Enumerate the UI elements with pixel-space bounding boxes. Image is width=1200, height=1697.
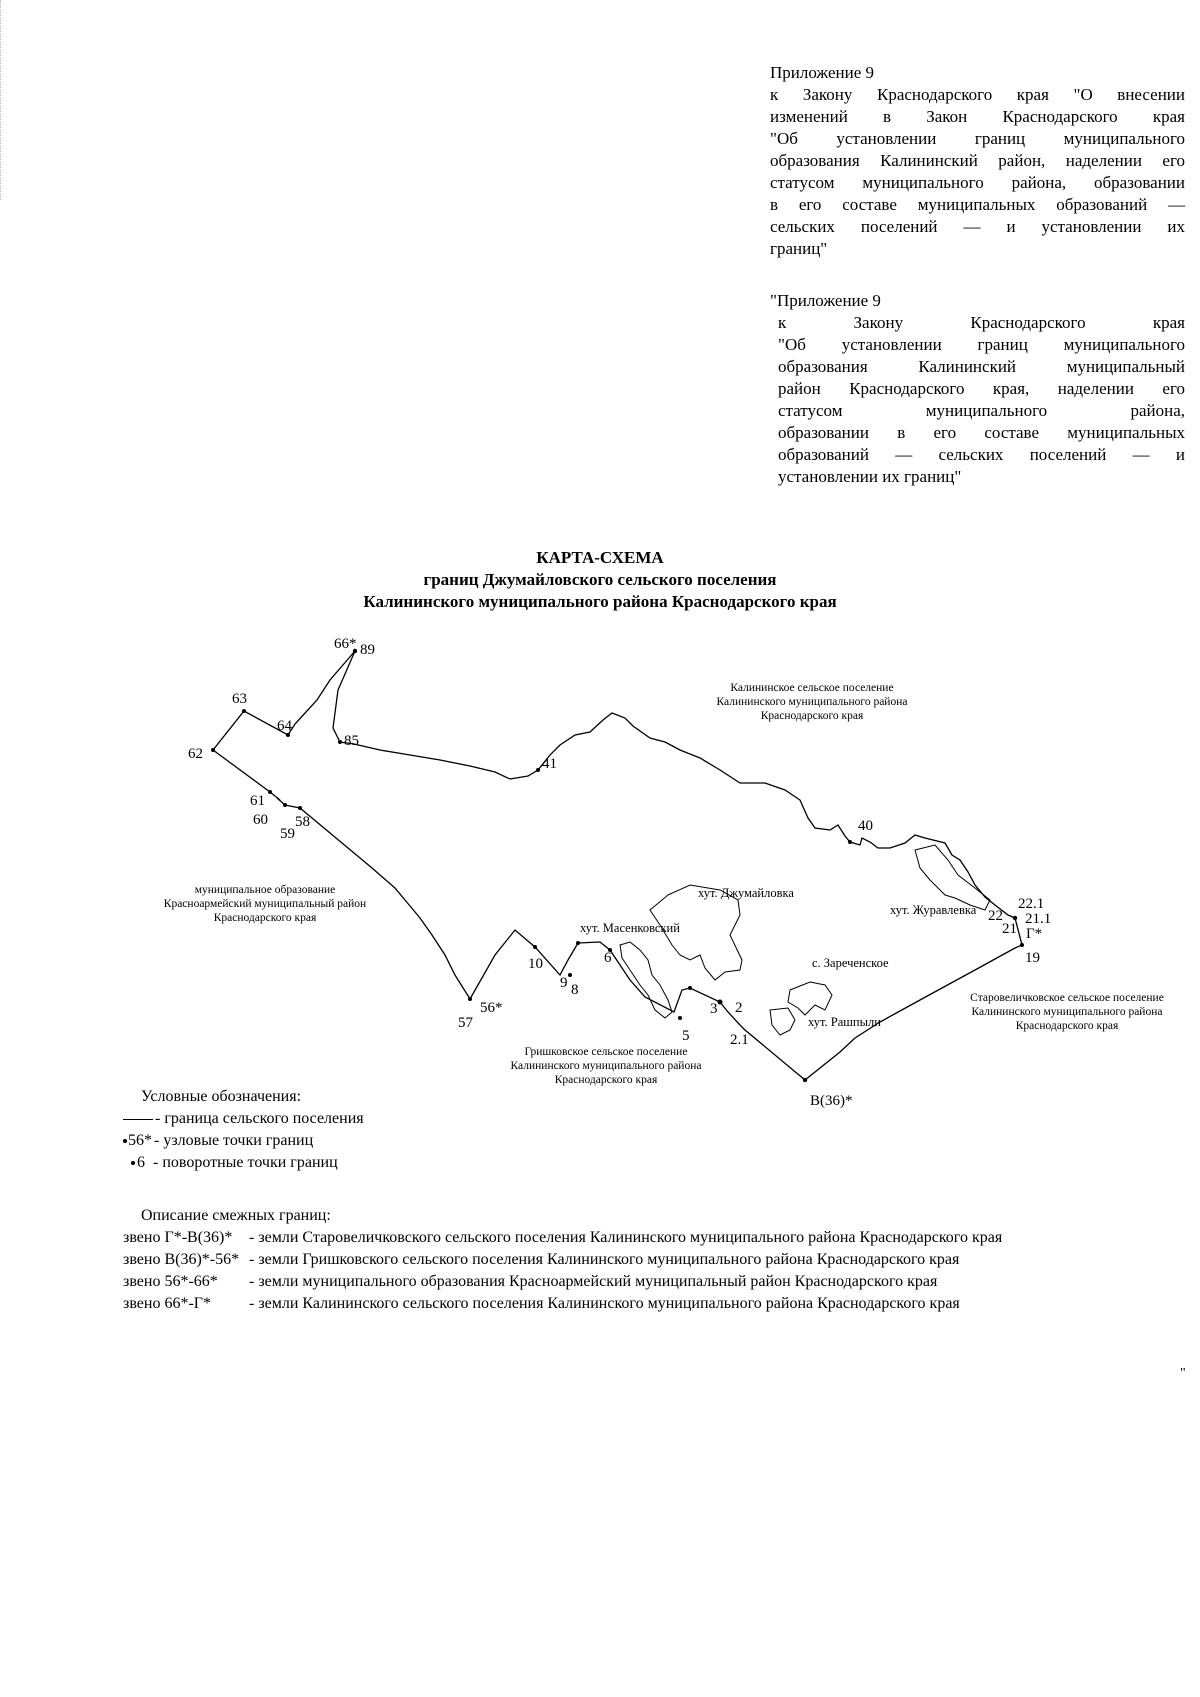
- point-label-85: 85: [344, 733, 359, 749]
- point-marker: [468, 997, 472, 1001]
- legend-line-label: - граница сельского поселения: [155, 1110, 364, 1127]
- neighbor-krasnoarmeisky-line1: муниципальное образование: [194, 884, 336, 896]
- appendix-header-line: границ": [770, 239, 828, 258]
- point-label-58: 58: [295, 814, 310, 830]
- description-row: [123, 1271, 1002, 1293]
- legend-turn-label: - поворотные точки границ: [153, 1154, 338, 1171]
- appendix-header-line: "Об установлении границ муниципального: [770, 129, 1185, 148]
- point-label-2-1: 2.1: [730, 1032, 749, 1048]
- point-marker: [568, 973, 572, 977]
- description-key: звено В(36)*-56*: [123, 1251, 240, 1268]
- appendix-inner-line: образований — сельских поселений — и: [778, 445, 1185, 464]
- appendix-inner-line: установлении их границ": [778, 467, 962, 486]
- description-key: звено 56*-66*: [123, 1273, 218, 1290]
- point-marker: [576, 941, 580, 945]
- point-labels: [188, 636, 1051, 1109]
- point-marker: [242, 709, 246, 713]
- point-marker: [283, 803, 287, 807]
- point-label-61: 61: [250, 793, 265, 809]
- settlement-boundary: [213, 651, 1022, 1080]
- point-marker: [536, 768, 540, 772]
- point-marker: [718, 1000, 723, 1005]
- neighbor-starovelichkovskoe-line1: Старовеличковское сельское поселение: [970, 992, 1164, 1004]
- boundary-description: [123, 1205, 1002, 1315]
- point-label-40: 40: [858, 818, 873, 834]
- description-row: [123, 1293, 1002, 1315]
- point-label-66: 66*: [334, 636, 357, 652]
- closing-quote-mark: ": [1180, 1366, 1186, 1381]
- description-key: звено 66*-Г*: [123, 1295, 212, 1312]
- neighbor-krasnoarmeisky-line3: Краснодарского края: [213, 912, 317, 924]
- point-marker: [688, 986, 692, 990]
- point-marker: [1020, 943, 1024, 947]
- point-marker: [533, 945, 537, 949]
- point-label-41: 41: [542, 756, 557, 772]
- point-label-19: 19: [1025, 950, 1040, 966]
- legend-node-point: 56*: [128, 1132, 152, 1149]
- point-label-89: 89: [360, 642, 375, 658]
- description-title: Описание смежных границ:: [141, 1207, 331, 1224]
- settlement-label-dzhumailovka: хут. Джумайловка: [698, 886, 794, 900]
- boundary-points: [211, 649, 1024, 1082]
- map-subtitle: границ Джумайловского сельского поселения: [423, 570, 777, 589]
- appendix-inner-line: "Об установлении границ муниципального: [778, 335, 1185, 354]
- point-label-59: 59: [280, 826, 295, 842]
- point-label-56: 56*: [480, 1000, 503, 1016]
- point-marker: [268, 790, 272, 794]
- appendix-header-line: к Закону Краснодарского края "О внесении: [770, 85, 1185, 104]
- neighbor-grishkovskoe-line1: Гришковское сельское поселение: [524, 1046, 688, 1058]
- settlement-zarechenskoe-shape: [788, 982, 832, 1015]
- legend-line-symbol: [123, 1119, 153, 1120]
- point-label-B36: В(36)*: [810, 1093, 853, 1109]
- neighbor-kalininskoe-line2: Калининского муниципального района: [716, 696, 908, 708]
- point-marker: [1013, 916, 1017, 920]
- point-marker: [211, 748, 215, 752]
- point-marker: [803, 1078, 807, 1082]
- settlement-labels: [580, 886, 977, 1029]
- neighbor-starovelichkovskoe-line2: Калининского муниципального района: [971, 1006, 1163, 1018]
- point-label-9: 9: [560, 975, 568, 991]
- point-label-22-1: 22.1: [1018, 896, 1045, 912]
- legend-row-line: [123, 1108, 364, 1130]
- neighbor-krasnoarmeisky-line2: Красноармейский муниципальный район: [163, 898, 367, 910]
- point-label-63: 63: [232, 691, 247, 707]
- appendix-header-line: статусом муниципального района, образовании: [770, 173, 1185, 192]
- neighbor-grishkovskoe-line2: Калининского муниципального района: [510, 1060, 702, 1072]
- settlement-label-zarechenskoe: с. Зареченское: [812, 956, 889, 970]
- appendix-inner-line: "Приложение 9: [770, 291, 881, 310]
- legend-turn-point: 6: [137, 1154, 145, 1171]
- point-label-57: 57: [458, 1015, 473, 1031]
- appendix-inner-line: к Закону Краснодарского края: [778, 313, 1185, 332]
- neighbor-kalininskoe-line3: Краснодарского края: [760, 710, 864, 722]
- appendix-header-line: образования Калининский район, наделении его: [770, 151, 1185, 170]
- map-subtitle-2: Калининского муниципального района Краснодарского края: [363, 592, 837, 611]
- point-label-3: 3: [710, 1001, 718, 1017]
- point-label-62: 62: [188, 746, 203, 762]
- description-text: - земли муниципального образования Красноармейский муниципальный район Краснодарского края: [249, 1273, 938, 1290]
- point-label-8: 8: [571, 982, 579, 998]
- legend: [123, 1086, 364, 1174]
- legend-row-node: [123, 1130, 364, 1152]
- legend-title: Условные обозначения:: [141, 1088, 302, 1105]
- point-marker: [298, 806, 302, 810]
- description-row: [123, 1227, 1002, 1249]
- neighbor-labels: [164, 682, 1164, 1086]
- point-label-G: Г*: [1026, 926, 1043, 942]
- point-marker: [338, 740, 342, 744]
- description-text: - земли Калининского сельского поселения Калининского муниципального района Краснодарского края: [249, 1295, 960, 1312]
- appendix-header-line: в его составе муниципальных образований —: [770, 195, 1185, 214]
- settlement-rashpyli-shape: [770, 1008, 795, 1035]
- point-label-6: 6: [604, 950, 612, 966]
- description-text: - земли Старовеличковского сельского поселения Калининского муниципального района Краснодарского края: [249, 1229, 1003, 1246]
- legend-node-dot: [123, 1139, 127, 1143]
- settlement-label-zhuravlevka: хут. Журавлевка: [890, 903, 977, 917]
- point-label-21-1: 21.1: [1025, 911, 1052, 927]
- legend-row-turn: [123, 1152, 364, 1174]
- point-label-22: 22: [988, 908, 1003, 924]
- legend-turn-dot: [131, 1161, 135, 1165]
- point-label-2: 2: [735, 1000, 743, 1016]
- point-label-60: 60: [253, 812, 268, 828]
- neighbor-grishkovskoe-line3: Краснодарского края: [554, 1074, 658, 1086]
- point-marker: [678, 1016, 682, 1020]
- settlement-label-rashpyli: хут. Рашпыли: [808, 1015, 881, 1029]
- neighbor-kalininskoe-line1: Калининское сельское поселение: [730, 682, 894, 694]
- point-label-5: 5: [682, 1028, 690, 1044]
- description-row: [123, 1249, 1002, 1271]
- point-label-64: 64: [277, 718, 292, 734]
- description-key: звено Г*-В(36)*: [123, 1229, 233, 1246]
- point-label-21: 21: [1002, 921, 1017, 937]
- point-label-10: 10: [528, 956, 543, 972]
- settlement-label-masenkovsky: хут. Масенковский: [580, 921, 680, 935]
- description-text: - земли Гришковского сельского поселения Калининского муниципального района Краснодарского края: [249, 1251, 960, 1268]
- point-marker: [848, 840, 852, 844]
- map-title: КАРТА-СХЕМА: [536, 548, 664, 567]
- appendix-header-line: изменений в Закон Краснодарского края: [770, 107, 1185, 126]
- appendix-header-line: Приложение 9: [770, 63, 874, 82]
- legend-node-label: - узловые точки границ: [154, 1132, 314, 1149]
- neighbor-starovelichkovskoe-line3: Краснодарского края: [1015, 1020, 1119, 1032]
- appendix-inner-line: район Краснодарского края, наделении его: [778, 379, 1185, 398]
- appendix-inner-line: образовании в его составе муниципальных: [778, 423, 1185, 442]
- appendix-header-line: сельских поселений — и установлении их: [770, 217, 1185, 236]
- appendix-inner-line: статусом муниципального района,: [778, 401, 1185, 420]
- appendix-inner-line: образования Калининский муниципальный: [778, 357, 1185, 376]
